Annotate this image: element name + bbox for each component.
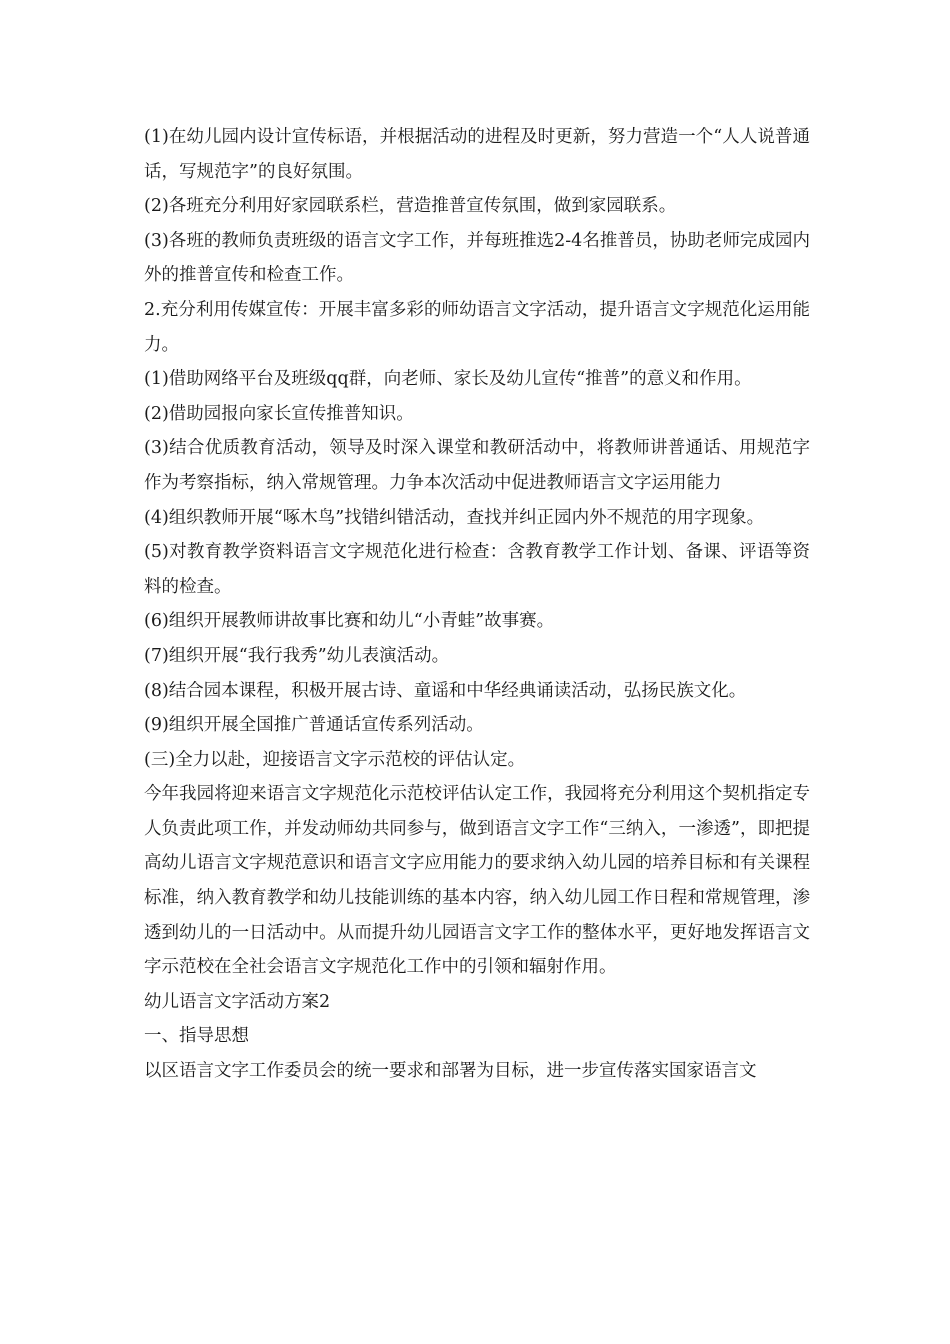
paragraph: (9)组织开展全国推广普通话宣传系列活动。 [144, 715, 484, 736]
paragraph: (7)组织开展“我行我秀”幼儿表演活动。 [144, 645, 450, 666]
section-heading: (三)全力以赴，迎接语言文字示范校的评估认定。 [144, 749, 526, 770]
paragraph: (1)借助网络平台及班级qq群，向老师、家长及幼儿宣传“推普”的意义和作用。 [144, 369, 752, 390]
document-body [144, 120, 810, 1089]
section-heading: 一、指导思想 [144, 1026, 249, 1047]
document-title: 幼儿语言文字活动方案2 [144, 991, 331, 1012]
paragraph: 2.充分利用传媒宣传：开展丰富多彩的师幼语言文字活动，提升语言文字规范化运用能力。 [144, 299, 810, 355]
paragraph: (2)借助园报向家长宣传推普知识。 [144, 403, 414, 424]
paragraph: (6)组织开展教师讲故事比赛和幼儿“小青蛙”故事赛。 [144, 611, 555, 632]
paragraph: (3)各班的教师负责班级的语言文字工作，并每班推选2-4名推普员，协助老师完成园内外的推普宣传和检查工作。 [144, 230, 810, 286]
paragraph: (2)各班充分利用好家园联系栏，营造推普宣传氛围，做到家园联系。 [144, 196, 677, 217]
paragraph: 以区语言文字工作委员会的统一要求和部署为目标，进一步宣传落实国家语言文 [144, 1061, 757, 1082]
paragraph: 今年我园将迎来语言文字规范化示范校评估认定工作，我园将充分利用这个契机指定专人负责此项工作，并发动师幼共同参与，做到语言文字工作“三纳入，一渗透”，即把提高幼儿语言文字规范意识和语言文字应用能力的要求纳入幼儿园的培养目标和有关课程标准，纳入教育教学和幼儿技能训练的基本内容，纳入幼儿园工作日程和常规管理，渗透到幼儿的一日活动中。从而提升幼儿园语言文字工作的整体水平，更好地发挥语言文字示范校在全社会语言文字规范化工作中的引领和辐射作用。 [144, 784, 810, 978]
paragraph: (3)结合优质教育活动，领导及时深入课堂和教研活动中，将教师讲普通话、用规范字作为考察指标，纳入常规管理。力争本次活动中促进教师语言文字运用能力 [144, 438, 810, 493]
paragraph: (5)对教育教学资料语言文字规范化进行检查：含教育教学工作计划、备课、评语等资料的检查。 [144, 542, 810, 597]
paragraph: (8)结合园本课程，积极开展古诗、童谣和中华经典诵读活动，弘扬民族文化。 [144, 680, 747, 701]
paragraph: (1)在幼儿园内设计宣传标语，并根据活动的进程及时更新，努力营造一个“人人说普通话，写规范字”的良好氛围。 [144, 127, 810, 182]
paragraph: (4)组织教师开展“啄木鸟”找错纠错活动，查找并纠正园内外不规范的用字现象。 [144, 507, 765, 528]
